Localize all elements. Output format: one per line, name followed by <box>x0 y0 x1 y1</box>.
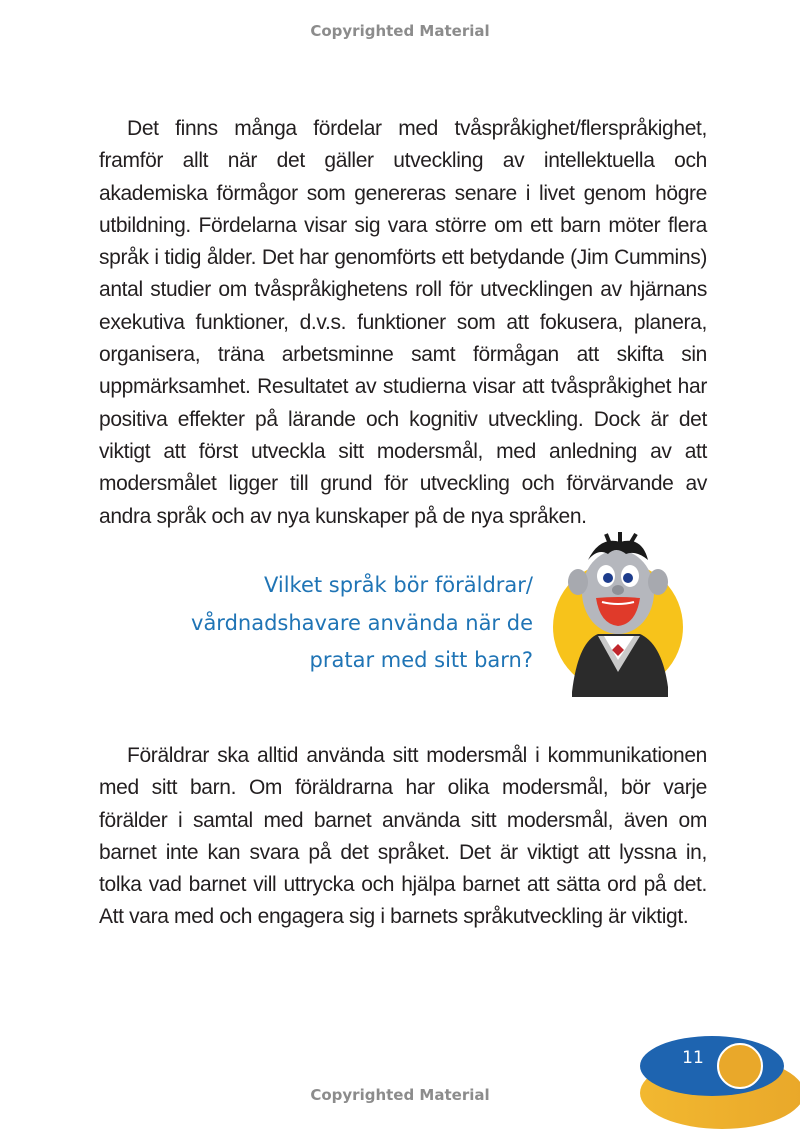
page-number-badge <box>636 1028 800 1131</box>
question-line-3: pratar med sitt barn? <box>309 648 533 672</box>
puppet-icon <box>550 532 690 697</box>
body-paragraph-2: Föräldrar ska alltid använda sitt modersmål i kommunikationen med sitt barn. Om föräldrarna har olika modersmål, bör varje förälder i samtal med barnet använda sitt modersmål, även om barnet inte kan svara på det språket. Det är viktigt att lyssna in, tolka vad barnet vill uttrycka och hjälpa barnet att sätta ord på det. Att vara med och engagera sig i barnets språkutveckling är viktigt. <box>99 744 707 929</box>
question-line-1: Vilket språk bör föräldrar/ <box>263 573 533 597</box>
copyright-header: Copyrighted Material <box>310 22 490 40</box>
copyright-footer: Copyrighted Material <box>310 1086 490 1104</box>
body-paragraph-1: Det finns många fördelar med tvåspråkighet/flerspråkighet, framför allt när det gäller utveckling av intellektuella och akademiska förmågor som genereras senare i livet genom högre utbildning. Fördelarna visar sig vara större om ett barn möter flera språk i tidig ålder. Det har genomförts ett betydande (Jim Cummins) antal studier om tvåspråkighetens roll för utvecklingen av hjärnans exekutiva funktioner, d.v.s. funktioner som att fokusera, planera, organisera, träna arbetsminne samt förmågan att skifta sin uppmärksamhet. Resultatet av studierna visar att tvåspråkighet har positiva effekter på lärande och kognitiv utveckling. Dock är det viktigt att först utveckla sitt modersmål, med anledning av att modersmålet ligger till grund för utveckling och förvärvande av andra språk och av nya kunskaper på de nya språken. <box>99 117 707 528</box>
page-badge-shape <box>636 1028 800 1131</box>
question-line-2: vårdnadshavare använda när de <box>191 610 533 635</box>
question-heading <box>160 567 533 680</box>
page-number: 11 <box>682 1048 704 1068</box>
puppet-illustration <box>550 532 690 697</box>
